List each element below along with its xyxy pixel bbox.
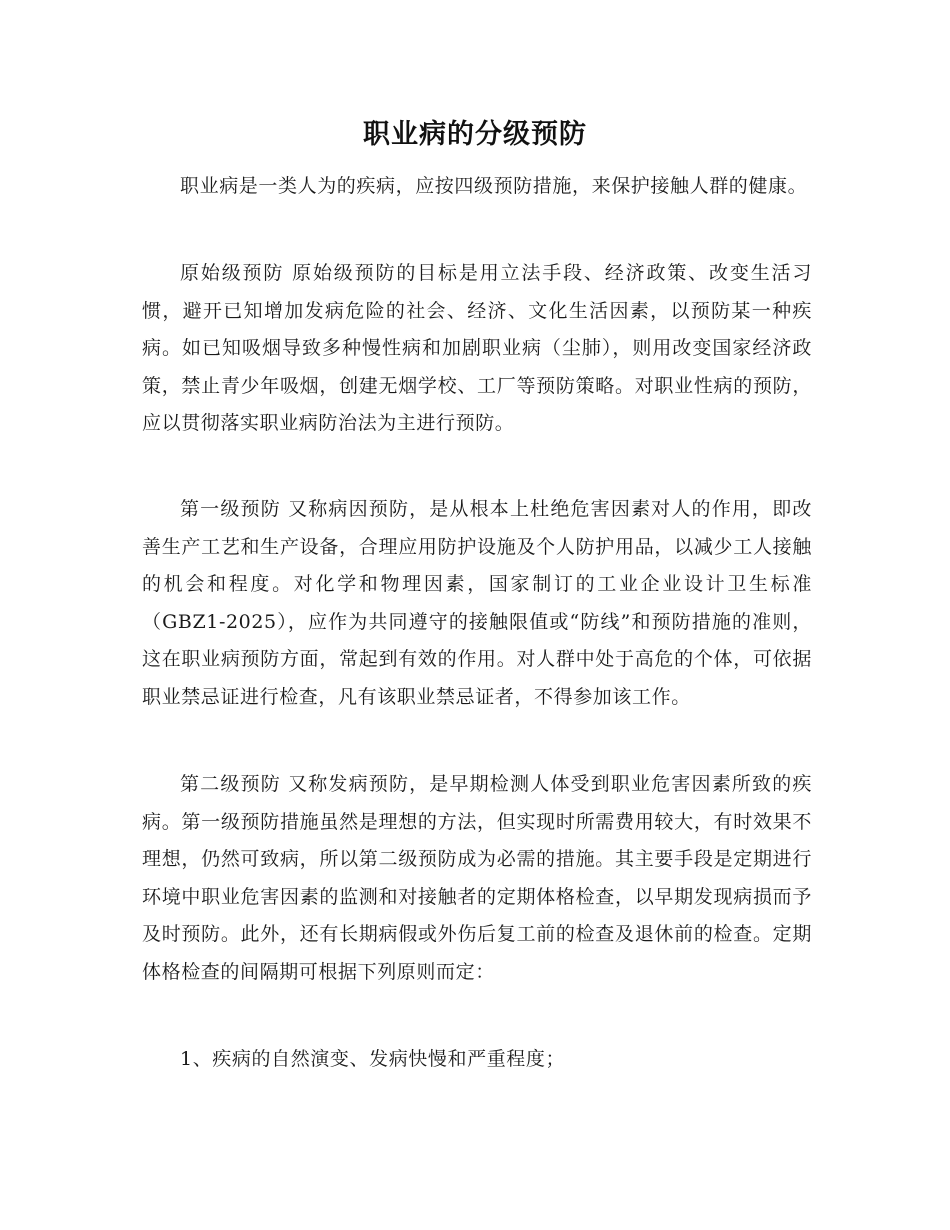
paragraph-primordial-prevention: 原始级预防 原始级预防的目标是用立法手段、经济政策、改变生活习惯，避开已知增加发病危险的社会、经济、文化生活因素，以预防某一种疾病。如已知吸烟导致多种慢性病和加剧职业病（尘肺），则用改变国家经济政策，禁止青少年吸烟，创建无烟学校、工厂等预防策略。对职业性病的预防，应以贯彻落实职业病防治法为主进行预防。	[142, 262, 812, 434]
paragraph-secondary-prevention: 第二级预防 又称发病预防，是早期检测人体受到职业危害因素所致的疾病。第一级预防措施虽然是理想的方法，但实现时所需费用较大，有时效果不理想，仍然可致病，所以第二级预防成为必需的措施。其主要手段是定期进行环境中职业危害因素的监测和对接触者的定期体格检查，以早期发现病损而予及时预防。此外，还有长期病假或外伤后复工前的检查及退休前的检查。定期体格检查的间隔期可根据下列原则而定：	[142, 773, 812, 983]
paragraph-intro: 职业病是一类人为的疾病，应按四级预防措施，来保护接触人群的健康。	[180, 175, 808, 197]
paragraph-primary-prevention: 第一级预防 又称病因预防，是从根本上杜绝危害因素对人的作用，即改善生产工艺和生产设备，合理应用防护设施及个人防护用品，以减少工人接触的机会和程度。对化学和物理因素，国家制订的工业企业设计卫生标准（GBZ1-2025），应作为共同遵守的接触限值或“防线”和预防措施的准则，这在职业病预防方面，常起到有效的作用。对人群中处于高危的个体，可依据职业禁忌证进行检查，凡有该职业禁忌证者，不得参加该工作。	[142, 498, 812, 708]
paragraph-list-item-1: 1、疾病的自然演变、发病快慢和严重程度；	[180, 1048, 566, 1070]
document-title: 职业病的分级预防	[363, 119, 587, 150]
